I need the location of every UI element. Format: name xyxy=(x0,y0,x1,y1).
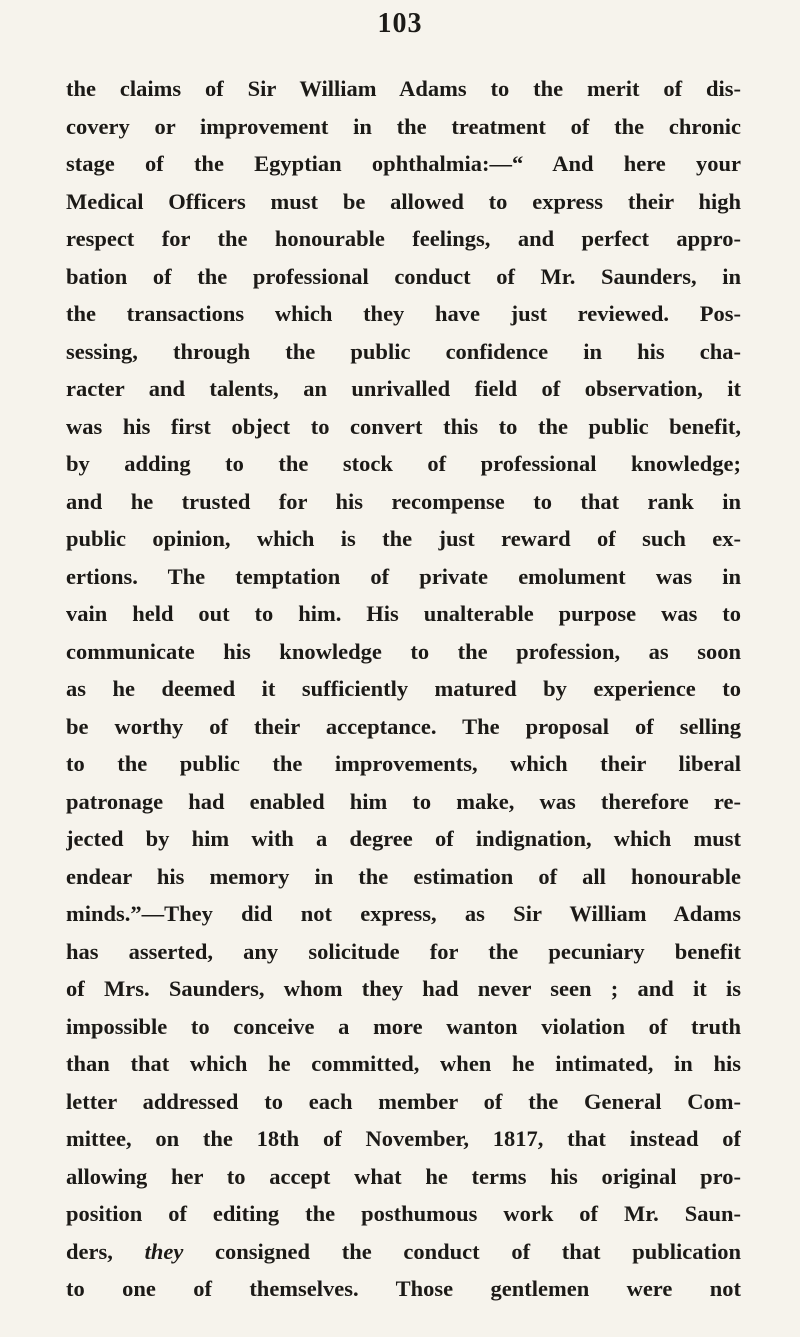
text-line: and he trusted for his recompense to that rank in xyxy=(66,488,741,514)
text-line: patronage had enabled him to make, was therefore re- xyxy=(66,788,741,814)
text-line: was his first object to convert this to the public benefit, xyxy=(66,413,741,439)
text-line: public opinion, which is the just reward of such ex- xyxy=(66,526,741,551)
text-line: respect for the honourable feelings, and perfect appro- xyxy=(66,226,741,251)
text-line: position of editing the posthumous work of Mr. Saun- xyxy=(66,1201,741,1226)
text-line: covery or improvement in the treatment of the chronic xyxy=(66,113,741,139)
text-line: the transactions which they have just reviewed. Pos- xyxy=(66,301,741,326)
text-line: to one of themselves. Those gentlemen were not xyxy=(66,1276,741,1301)
text-line: bation of the professional conduct of Mr. Saunders, in xyxy=(66,263,741,289)
text-line: to the public the improvements, which their liberal xyxy=(66,751,741,776)
text-line: stage of the Egyptian ophthalmia:—“ And here your xyxy=(66,151,741,176)
text-line: ders, they consigned the conduct of that publication xyxy=(66,1238,741,1264)
text-line: of Mrs. Saunders, whom they had never seen ; and it is xyxy=(66,976,741,1001)
text-line: Medical Officers must be allowed to express their high xyxy=(66,188,741,214)
text-line: than that which he committed, when he intimated, in his xyxy=(66,1051,741,1076)
text-line: letter addressed to each member of the General Com- xyxy=(66,1088,741,1114)
text-line: the claims of Sir William Adams to the merit of dis- xyxy=(66,76,741,101)
text-line: minds.”—They did not express, as Sir William Adams xyxy=(66,901,741,926)
page-number: 103 xyxy=(377,8,423,39)
text-line: mittee, on the 18th of November, 1817, that instead of xyxy=(66,1126,741,1151)
text-line: endear his memory in the estimation of all honourable xyxy=(66,863,741,889)
text-line: ertions. The temptation of private emolument was in xyxy=(66,563,741,589)
text-line: allowing her to accept what he terms his original pro- xyxy=(66,1163,741,1189)
text-line: be worthy of their acceptance. The proposal of selling xyxy=(66,713,741,739)
text-line: jected by him with a degree of indignation, which must xyxy=(66,826,741,851)
text-line: impossible to conceive a more wanton violation of truth xyxy=(66,1013,741,1039)
body-text xyxy=(66,70,741,1308)
text-line: sessing, through the public confidence in his cha- xyxy=(66,338,741,364)
text-line: by adding to the stock of professional knowledge; xyxy=(66,451,741,476)
text-line: has asserted, any solicitude for the pecuniary benefit xyxy=(66,938,741,964)
text-line: communicate his knowledge to the profession, as soon xyxy=(66,638,741,664)
text-line: vain held out to him. His unalterable purpose was to xyxy=(66,601,741,626)
text-line: racter and talents, an unrivalled field of observation, it xyxy=(66,376,741,401)
text-line: as he deemed it sufficiently matured by experience to xyxy=(66,676,741,701)
